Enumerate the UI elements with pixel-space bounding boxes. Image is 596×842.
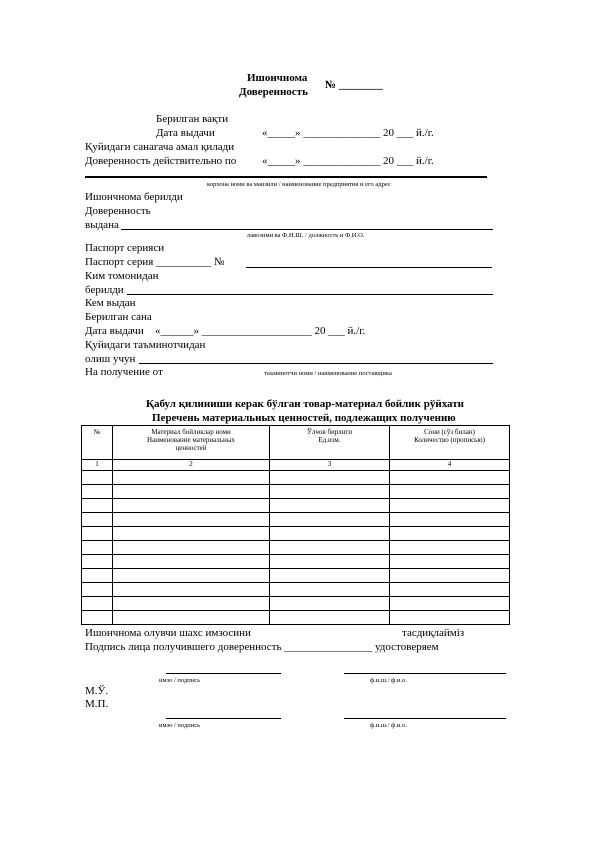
table-cell[interactable] xyxy=(113,569,270,583)
col-header-quantity-ru: Количество (прописью) xyxy=(414,436,485,444)
signature-line-ru: Подпись лица получившего доверенность ________________ удостоверяем xyxy=(85,641,439,653)
table-cell[interactable] xyxy=(390,527,510,541)
passport-series-label-ru: Паспорт серия __________ № xyxy=(85,256,225,268)
valid-until-label-uz: Қуйидаги санагача амал қилади xyxy=(85,141,235,153)
table-cell[interactable] xyxy=(82,611,113,625)
goods-title-uz: Қабул қилиниши керак бўлган товар-материал бойлик рўйхати xyxy=(146,398,465,410)
table-cell[interactable] xyxy=(113,499,270,513)
valid-until-field[interactable]: «_____» ______________ 20 ___ й./г. xyxy=(262,155,434,167)
col-header-name-ru: Наименование материальных ценностей xyxy=(147,436,235,452)
goods-title-ru: Перечень материальных ценностей, подлежащих получению xyxy=(152,412,456,424)
stamp-ru: М.П. xyxy=(85,698,109,710)
document-number[interactable]: № ________ xyxy=(325,79,383,91)
table-cell[interactable] xyxy=(270,583,390,597)
table-row xyxy=(82,471,510,485)
signature-field-2[interactable] xyxy=(166,718,281,719)
col-number-1: 1 xyxy=(82,460,113,471)
sign-caption-1: имзо / подпись xyxy=(159,677,201,684)
table-cell[interactable] xyxy=(270,541,390,555)
signature-line-uz: Ишончнома олувчи шахс имзосини xyxy=(85,627,251,639)
table-row xyxy=(82,541,510,555)
table-cell[interactable] xyxy=(390,485,510,499)
supplier-line[interactable] xyxy=(139,363,493,364)
confirm-uz: тасдиқлайміз xyxy=(402,627,465,639)
table-cell[interactable] xyxy=(390,555,510,569)
title-ru: Доверенность xyxy=(239,86,308,98)
col-header-quantity-uz: Сони (сўз билан) xyxy=(424,428,475,436)
table-cell[interactable] xyxy=(270,499,390,513)
table-cell[interactable] xyxy=(82,527,113,541)
table-cell[interactable] xyxy=(113,471,270,485)
table-cell[interactable] xyxy=(390,513,510,527)
supplier-label-ru: На получение от xyxy=(85,366,163,378)
issued-by-line[interactable] xyxy=(127,294,493,295)
table-cell[interactable] xyxy=(113,611,270,625)
supplier-label-uz1: Қуйидаги таъминотчидан xyxy=(85,339,206,351)
table-cell[interactable] xyxy=(113,555,270,569)
col-header-unit-uz: Ўлчов бирлиги xyxy=(306,428,353,436)
table-cell[interactable] xyxy=(82,569,113,583)
issue-date-label-uz: Берилган сана xyxy=(85,311,152,323)
issued-by-label-uz1: Ким томонидан xyxy=(85,270,159,282)
issued-to-label-uz: Ишончнома берилди xyxy=(85,191,183,203)
col-number-3: 3 xyxy=(270,460,390,471)
table-cell[interactable] xyxy=(82,541,113,555)
sign-caption-2: имзо / подпись xyxy=(159,722,201,729)
signature-field-1[interactable] xyxy=(166,673,281,674)
table-row xyxy=(82,499,510,513)
name-caption-1: ф.и.ш./ ф.и.о. xyxy=(370,677,407,684)
passport-series-label-uz: Паспорт серияси xyxy=(85,242,165,254)
table-cell[interactable] xyxy=(390,583,510,597)
issued-to-label-ru1: Доверенность xyxy=(85,205,151,217)
issued-by-label-ru: Кем выдан xyxy=(85,297,136,309)
supplier-caption: таъминотчи номи / наименование поставщика xyxy=(264,370,392,377)
table-cell[interactable] xyxy=(82,485,113,499)
table-cell[interactable] xyxy=(113,597,270,611)
table-row xyxy=(82,569,510,583)
table-cell[interactable] xyxy=(113,485,270,499)
col-number-4: 4 xyxy=(390,460,510,471)
table-row xyxy=(82,597,510,611)
issued-date-label-uz: Берилган вақти xyxy=(156,113,229,125)
issued-date-label-ru: Дата выдачи xyxy=(156,127,215,139)
table-cell[interactable] xyxy=(270,597,390,611)
col-header-name-uz: Материал бойликлар номи xyxy=(151,428,231,436)
table-row xyxy=(82,485,510,499)
table-cell[interactable] xyxy=(270,569,390,583)
goods-table xyxy=(81,425,510,625)
table-cell[interactable] xyxy=(270,513,390,527)
supplier-label-uz2: олиш учун xyxy=(85,353,136,365)
col-header-quantity xyxy=(390,426,510,460)
issued-date-field[interactable]: «_____» ______________ 20 ___ й./г. xyxy=(262,127,434,139)
table-cell[interactable] xyxy=(82,499,113,513)
table-cell[interactable] xyxy=(270,527,390,541)
table-cell[interactable] xyxy=(390,471,510,485)
col-header-number: № xyxy=(82,426,113,460)
table-cell[interactable] xyxy=(82,583,113,597)
table-cell[interactable] xyxy=(270,555,390,569)
table-cell[interactable] xyxy=(82,513,113,527)
table-cell[interactable] xyxy=(82,597,113,611)
passport-number-line[interactable] xyxy=(246,267,492,268)
valid-until-label-ru: Доверенность действительно по xyxy=(85,155,237,167)
table-cell[interactable] xyxy=(113,513,270,527)
col-number-2: 2 xyxy=(113,460,270,471)
col-header-unit-ru: Ед.изм. xyxy=(318,436,341,444)
table-cell[interactable] xyxy=(270,485,390,499)
table-cell[interactable] xyxy=(113,541,270,555)
table-cell[interactable] xyxy=(390,611,510,625)
table-row xyxy=(82,513,510,527)
issued-to-caption: лавозими ва Ф.И.Ш. / должность и Ф.И.О. xyxy=(247,232,365,239)
name-field-1[interactable] xyxy=(344,673,506,674)
issue-date-field[interactable]: «______» ____________________ 20 ___ й./г. xyxy=(155,325,366,337)
issued-to-line[interactable] xyxy=(121,229,493,230)
table-cell[interactable] xyxy=(113,527,270,541)
table-cell[interactable] xyxy=(390,597,510,611)
table-cell[interactable] xyxy=(390,541,510,555)
organization-caption: корхона номи ва манзили / наименование предприятия и его адрес xyxy=(207,181,391,188)
name-field-2[interactable] xyxy=(344,718,506,719)
table-row xyxy=(82,583,510,597)
table-row xyxy=(82,611,510,625)
table-row xyxy=(82,527,510,541)
col-header-unit xyxy=(270,426,390,460)
name-caption-2: ф.и.ш./ ф.и.о. xyxy=(370,722,407,729)
table-cell[interactable] xyxy=(270,471,390,485)
table-cell[interactable] xyxy=(390,569,510,583)
col-header-name xyxy=(113,426,270,460)
table-cell[interactable] xyxy=(113,583,270,597)
organization-line[interactable] xyxy=(85,176,487,178)
issued-to-label-ru2: выдана xyxy=(85,219,119,231)
table-cell[interactable] xyxy=(82,471,113,485)
table-row xyxy=(82,555,510,569)
issued-by-label-uz2: берилди xyxy=(85,284,124,296)
title-uz: Ишончнома xyxy=(247,72,308,84)
table-cell[interactable] xyxy=(390,499,510,513)
stamp-uz: М.Ў. xyxy=(85,685,109,697)
table-cell[interactable] xyxy=(82,555,113,569)
issue-date-label-ru: Дата выдачи xyxy=(85,325,144,337)
table-cell[interactable] xyxy=(270,611,390,625)
